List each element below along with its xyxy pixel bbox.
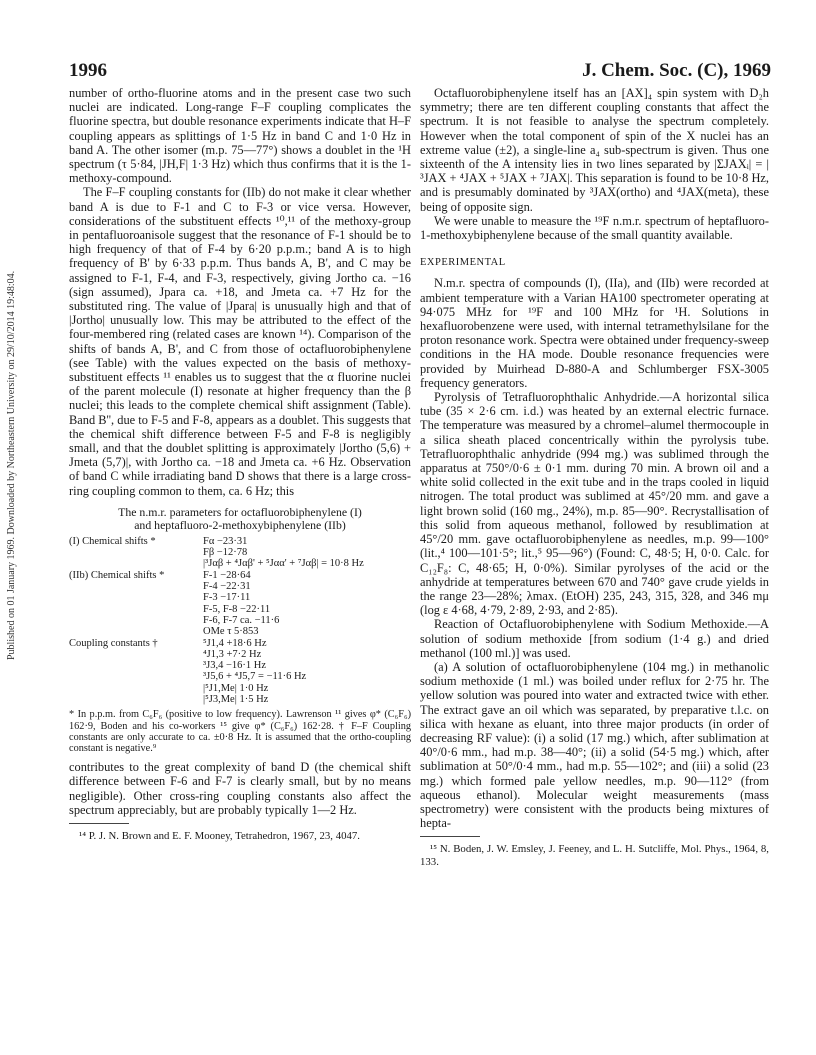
table-row — [69, 660, 411, 671]
table-row-label — [69, 604, 189, 615]
paragraph: number of ortho-fluorine atoms and in the present case two such nuclei are indicated. Long-range F–F coupling complicates the fluorine spectra, but double resonance experiments indicate that H–F coupling appears as splittings of 1·5 Hz in band C and 1·0 Hz in band A. The other isomer (m.p. 75—77°) shows a doublet in the ¹H spectrum (τ 5·84, |JH,F| 1·3 Hz) which thus confirms that it is the 1-methoxy-compound. — [69, 86, 411, 186]
table-row — [69, 570, 411, 581]
table-row-label — [69, 660, 189, 671]
table-row — [69, 671, 411, 682]
reference-15: ¹⁵ N. Boden, J. W. Emsley, J. Feeney, and L. H. Sutcliffe, Mol. Phys., 1964, 8, 133. — [420, 843, 769, 868]
page-number: 1996 — [69, 60, 107, 81]
table-row — [69, 604, 411, 615]
right-column — [420, 86, 769, 868]
table-row-value: |³Jαβ + ⁴Jαβ' + ⁵Jαα' + ⁷Jαβ| = 10·8 Hz — [203, 558, 364, 570]
table-row-value: F-1 −28·64 — [203, 569, 251, 581]
table-title-line: The n.m.r. parameters for octafluorobiphenylene (I) — [118, 504, 362, 519]
table-title — [69, 506, 411, 532]
paragraph: Reaction of Octafluorobiphenylene with Sodium Methoxide.—A solution of sodium methoxide [from sodium (1·4 g.) and dried methanol (100 ml.)] was used. — [420, 617, 769, 660]
download-watermark-text: Published on 01 January 1969. Downloaded by Northeastern University on 29/10/2014 19:48:04. — [6, 270, 17, 660]
table-row-label: Coupling constants † — [69, 637, 158, 649]
paragraph: N.m.r. spectra of compounds (I), (IIa), and (IIb) were recorded at ambient temperature with a Varian HA100 spectrometer operating at 94·075 MHz for ¹⁹F and 100 MHz for ¹H. Solutions in hexafluorobenzene were used, with internal tetramethylsilane for the proton resonance work. Spectra were obtained under frequency-sweep conditions in the HA mode. Double resonance frequencies were provided by Muirhead D-880-A and Schlumberger FSX-3005 frequency generators. — [420, 276, 769, 390]
paragraph: The F–F coupling constants for (IIb) do not make it clear whether band A is due to F-1 and C to F-3 or vice versa. However, considerations of the substituent effects ¹⁰,¹¹ of the methoxy-group in pentafluoroanisole suggest that the resonance of F-1 should be to high frequency of that of F-4 by 6·20 p.p.m.; band A is to high frequency of B' by 6·33 p.p.m. Thus bands A, B', and C may be assigned to F-1, F-4, and F-3, respectively, giving Jortho ca. −16 (sign assumed), Jpara ca. +18, and Jmeta ca. +7 Hz for the substituted ring. The value of |Jpara| is unusually high and that of |Jortho| unusually low. This may be attributed to the effect of the four-membered ring (related cases are known ¹⁴). Comparison of the shifts of bands A, B', and C from those of octafluorobiphenylene (see Table) with the values expected on the basis of methoxy-substituent effects ¹¹ enables us to suggest that the α fluorine nuclei of the parent molecule (I) resonate at higher frequency than the β nuclei; this leads to the complete chemical shift assignment (Table). Band B'', due to F-5 and F-8, appears as a doublet. This suggests that the chemical shift difference between F-5 and F-8 is negligibly small, and that the doublet splitting is approximately |Jortho (5,6) + Jmeta (5,7)|, with Jortho ca. −18 and Jmeta ca. +6 Hz. Observation of band C while irradiating band D shows that there is a large cross-ring coupling common to them, ca. 6 Hz; this — [69, 185, 411, 498]
table-row-value: ³J3,4 −16·1 Hz — [203, 660, 267, 672]
paragraph: contributes to the great complexity of band D (the chemical shift difference between F-6 and F-7 is clearly small, but by no means negligible). Other cross-ring coupling constants also affect the spectrum appreciably, but are probably typically 1—2 Hz. — [69, 760, 411, 817]
table-row-label — [69, 649, 189, 660]
table-row — [69, 649, 411, 660]
table-footnote: * In p.p.m. from C₆F₆ (positive to low frequency). Lawrenson ¹¹ gives φ* (C₆F₆) 162·9, Boden and his co-workers ¹⁵ give φ* (C₆F₆) 162·28. † F–F Coupling constants are only accurate to ca. ±0·8 Hz. It is assumed that the ortho-coupling constant is negative.⁹ — [69, 709, 411, 754]
table-row — [69, 626, 411, 637]
table-row-label — [69, 547, 189, 558]
table-row — [69, 683, 411, 694]
table-row — [69, 536, 411, 547]
footnote-rule — [420, 836, 480, 837]
table-row-value: ³J5,6 + ⁴J5,7 = −11·6 Hz — [203, 671, 307, 683]
section-heading: EXPERIMENTAL — [420, 257, 506, 269]
nmr-parameter-table — [69, 536, 411, 705]
table-row-label — [69, 558, 189, 569]
table-row-value: Fα −23·31 — [203, 535, 248, 547]
table-row-value: F-4 −22·31 — [203, 581, 251, 593]
paragraph: Pyrolysis of Tetrafluorophthalic Anhydride.—A horizontal silica tube (35 × 2·6 cm. i.d.) was heated by an external electric furnace. The temperature was measured by a chromel–alumel thermocouple in a silica sheath placed concentrically within the pyrolysis tube. Tetrafluorophthalic anhydride (994 mg.) was sublimed through the apparatus at 750°/0·6 ± 0·1 mm. during 70 min. A brown oil and a white solid collected in the exit tube and in the traps cooled in liquid nitrogen. The total product was sublimed at 45°/20 mm. and gave a light brown solid (160 mg., 24%), m.p. 85—90°. Recrystallisation of this solid from aqueous methanol, followed by resublimation at 45°/20 mm. gave octafluorobiphenylene as needles, m.p. 99—100° (lit.,⁴ 100—101·5°; lit.,⁵ 95—96°) (Found: C, 48·5; H, 0·0. Calc. for C₁₂F₈: C, 48·65; H, 0·0%). Similar pyrolyses of the acid or the anhydride at temperatures between 670 and 740° gave crude yields in the range 23—28%; λmax. (EtOH) 235, 243, 315, 328, and 346 mμ (log ε 4·68, 4·79, 2·89, 2·93, and 2·85). — [420, 390, 769, 618]
paragraph: Octafluorobiphenylene itself has an [AX]₄ spin system with D₂h symmetry; there are ten different coupling constants that affect the spectrum. It is not feasible to analyse the spectrum completely. However when the total component of spin of the X nuclei has an extreme value (±2), a single-line a₄ sub-spectrum is given. Thus one sixteenth of the A intensity lies in two lines separated by |ΣJAXᵢ| = |³JAX + ⁴JAX + ⁵JAX + ⁷JAX|. This separation is found to be 10·8 Hz, and is presumably dominated by ³JAX(ortho) and ⁴JAX(meta), these being of opposite sign. — [420, 86, 769, 214]
table-row-value: Fβ −12·78 — [203, 547, 248, 559]
table-row — [69, 592, 411, 603]
paragraph: We were unable to measure the ¹⁹F n.m.r. spectrum of heptafluoro-1-methoxybiphenylene because of the small quantity available. — [420, 213, 769, 243]
table-row — [69, 558, 411, 569]
table-row-value: |⁵J1,Me| 1·0 Hz — [203, 682, 269, 694]
table-row-value: |⁵J3,Me| 1·5 Hz — [203, 694, 269, 706]
reference-14: ¹⁴ P. J. N. Brown and E. F. Mooney, Tetrahedron, 1967, 23, 4047. — [79, 829, 360, 842]
table-row — [69, 581, 411, 592]
table-row-label — [69, 592, 189, 603]
table-row-value: F-5, F-8 −22·11 — [203, 603, 271, 615]
download-watermark — [4, 220, 24, 660]
table-row-label — [69, 671, 189, 682]
left-column — [69, 86, 411, 842]
table-row-label — [69, 694, 189, 705]
table-row-label — [69, 626, 189, 637]
table-row — [69, 615, 411, 626]
paragraph: (a) A solution of octafluorobiphenylene (104 mg.) in methanolic sodium methoxide (1 ml.) was boiled under reflux for 2·75 hr. The yellow solution was poured into water and extracted twice with ether. The extract gave an oil which was separated, by preparative t.l.c. on silica with hexane as eluant, into three major products (in order of decreasing RF value): (i) a solid (17 mg.) which, after sublimation at 40°/0·6 mm., had m.p. 38—40°; (ii) a solid (54·5 mg.) which, after sublimation at 50°/0·4 mm., had m.p. 55—102°; and (iii) a solid (23 mg.) which formed pale yellow needles, m.p. 90—112° (from aqueous ethanol). Molecular weight measurements (mass spectrometry) were consistent with the products being mixtures of hepta- — [420, 659, 769, 831]
table-row-value: ⁵J1,4 +18·6 Hz — [203, 637, 267, 649]
table-row-value: OMe τ 5·853 — [203, 626, 259, 638]
footnote-rule — [69, 823, 129, 824]
table-row — [69, 694, 411, 705]
table-row-value: ⁴J1,3 +7·2 Hz — [203, 648, 262, 660]
table-row-label: (IIb) Chemical shifts * — [69, 569, 165, 581]
table-row-value: F-6, F-7 ca. −11·6 — [203, 614, 280, 626]
table-row-label — [69, 683, 189, 694]
table-row — [69, 638, 411, 649]
journal-header: J. Chem. Soc. (C), 1969 — [582, 60, 771, 81]
table-row-label — [69, 615, 189, 626]
table-title-line: and heptafluoro-2-methoxybiphenylene (IIb) — [134, 517, 346, 532]
table-row-label: (I) Chemical shifts * — [69, 535, 156, 547]
table-row-value: F-3 −17·11 — [203, 592, 251, 604]
table-row — [69, 547, 411, 558]
table-row-label — [69, 581, 189, 592]
